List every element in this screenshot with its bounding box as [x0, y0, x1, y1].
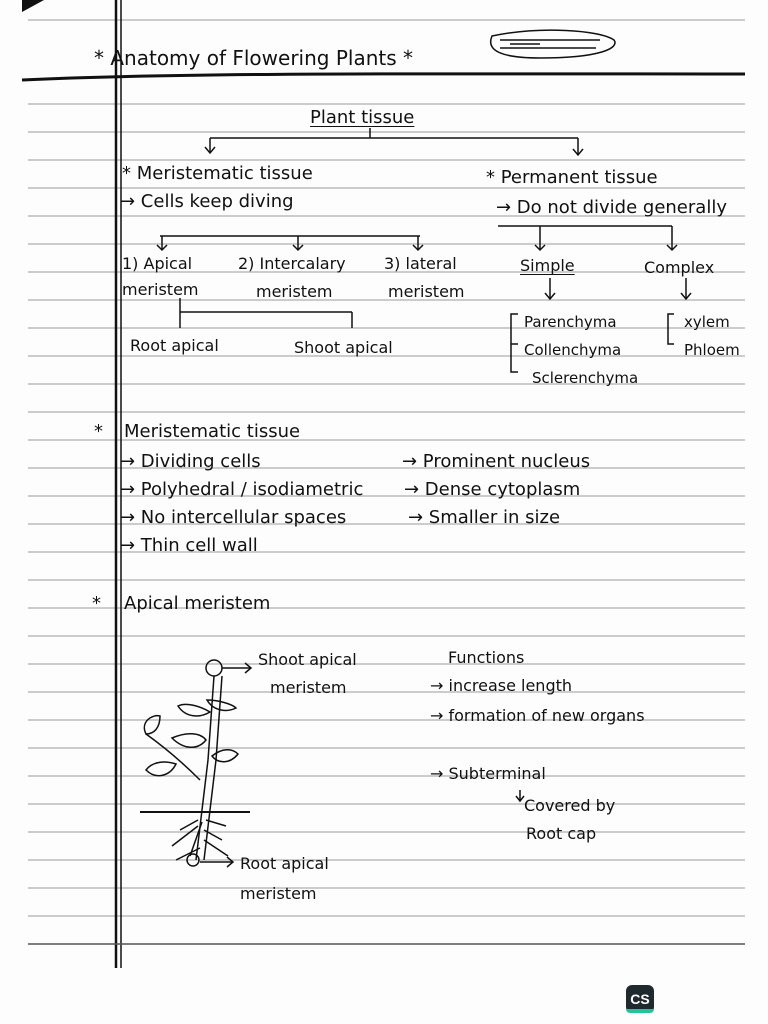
function-item: → increase length: [430, 676, 573, 695]
meristematic-tissue-label: * Meristematic tissue: [122, 163, 313, 184]
lateral-label: 3) lateral: [384, 254, 457, 273]
phloem-label: Phloem: [684, 341, 740, 359]
xylem-label: xylem: [684, 313, 730, 331]
shoot-apical-label: Shoot apical: [294, 338, 393, 357]
meristematic-point: → Thin cell wall: [120, 535, 258, 556]
meristematic-point: → No intercellular spaces: [120, 507, 347, 528]
collenchyma-label: Collenchyma: [524, 341, 622, 359]
permanent-note: → Do not divide generally: [496, 197, 727, 218]
camscanner-logo: CS: [626, 985, 654, 1013]
header-line: [22, 74, 745, 80]
sclerenchyma-label: Sclerenchyma: [532, 369, 639, 387]
apical-label: 1) Apical: [122, 254, 193, 273]
plant-sketch: [140, 660, 251, 867]
meristematic-point: → Dividing cells: [120, 451, 261, 472]
permanent-tissue-label: * Permanent tissue: [486, 167, 658, 188]
apical-meristem-label: meristem: [122, 280, 199, 299]
subterminal-label: → Subterminal: [430, 764, 546, 783]
meristematic-point: → Polyhedral / isodiametric: [120, 479, 364, 500]
lateral-meristem-label: meristem: [388, 282, 465, 301]
page-title: * Anatomy of Flowering Plants *: [94, 46, 413, 70]
root-apical-label: Root apical: [130, 336, 219, 355]
shoot-apical-meristem-label: Shoot apical: [258, 650, 357, 669]
root-apical-meristem-label: Root apical: [240, 854, 329, 873]
corner-mark: [22, 0, 44, 12]
root-apical-meristem-label-2: meristem: [240, 884, 317, 903]
pen-doodle: [491, 30, 615, 58]
plant-tissue-heading: Plant tissue: [310, 107, 415, 128]
shoot-apical-meristem-label-2: meristem: [270, 678, 347, 697]
section-bullet: *: [92, 593, 101, 614]
function-item: → formation of new organs: [430, 706, 645, 725]
apical-meristem-heading: Apical meristem: [124, 593, 271, 614]
meristematic-note: → Cells keep diving: [120, 191, 294, 212]
section-bullet: *: [94, 421, 103, 442]
intercalary-label: 2) Intercalary: [238, 254, 346, 273]
intercalary-meristem-label: meristem: [256, 282, 333, 301]
functions-heading: Functions: [448, 648, 525, 667]
meristematic-point: → Dense cytoplasm: [404, 479, 581, 500]
covered-by-label: Covered by: [524, 796, 616, 815]
meristematic-point: → Prominent nucleus: [402, 451, 591, 472]
simple-label: Simple: [520, 256, 575, 275]
meristematic-heading: Meristematic tissue: [124, 421, 301, 442]
root-cap-label: Root cap: [526, 824, 597, 843]
meristematic-point: → Smaller in size: [408, 507, 561, 528]
parenchyma-label: Parenchyma: [524, 313, 617, 331]
complex-label: Complex: [644, 258, 715, 277]
